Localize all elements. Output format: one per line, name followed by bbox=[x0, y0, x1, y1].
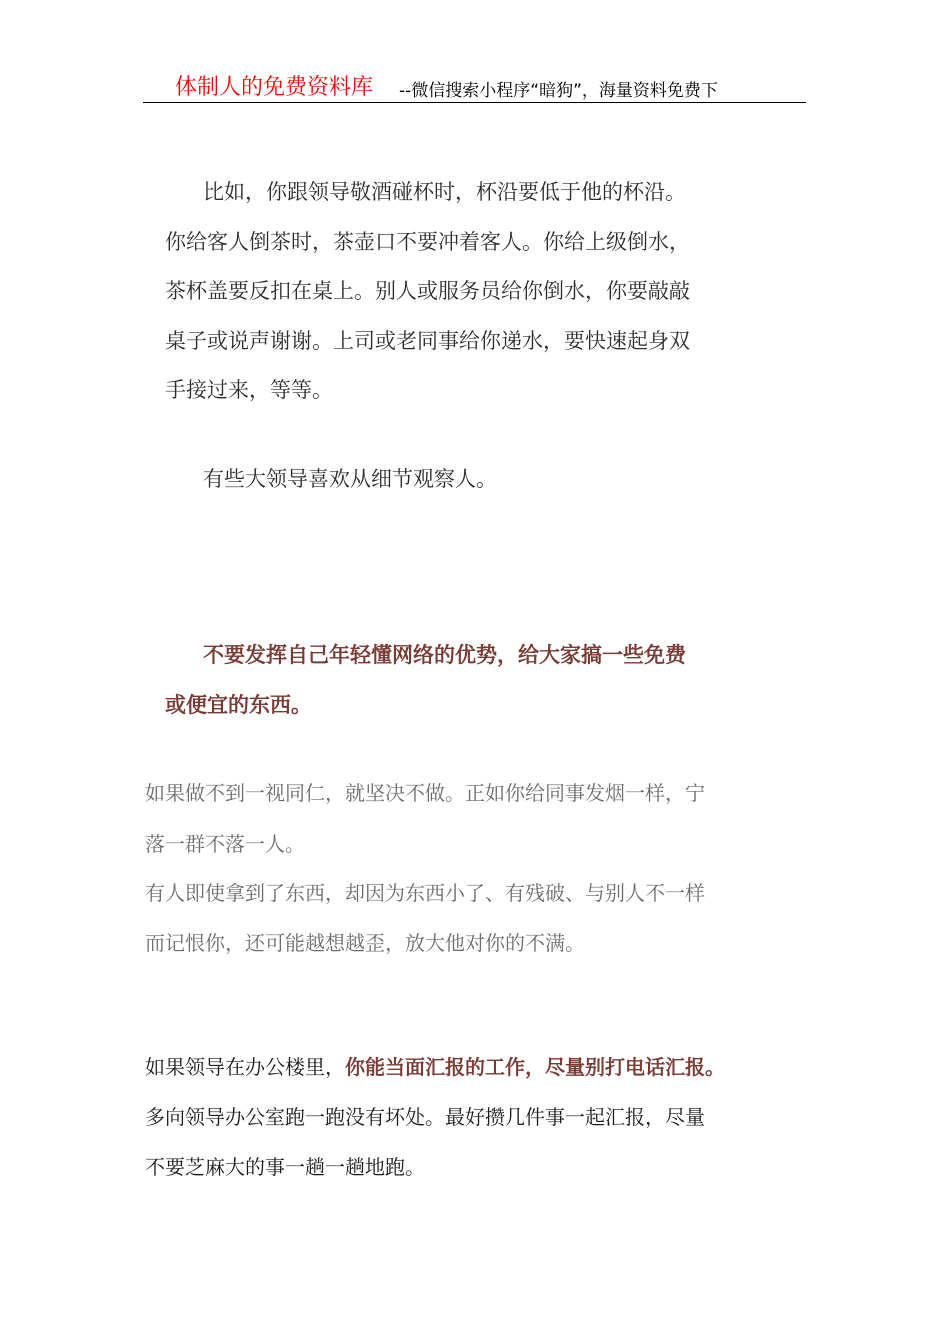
paragraph-line: 有些大领导喜欢从细节观察人。 bbox=[203, 467, 497, 491]
body-lead: 如果领导在办公楼里， bbox=[145, 1055, 345, 1079]
paragraph-line: 茶杯盖要反扣在桌上。别人或服务员给你倒水，你要敲敲 bbox=[165, 279, 690, 303]
body-line: 有人即使拿到了东西，却因为东西小了、有残破、与别人不一样 bbox=[145, 881, 705, 905]
body-line-with-highlight bbox=[145, 1051, 725, 1080]
header-brand: 体制人的免费资料库 bbox=[175, 75, 374, 100]
section-heading: 或便宜的东西。 bbox=[165, 693, 312, 717]
body-line: 落一群不落一人。 bbox=[145, 832, 305, 856]
paragraph-line: 你给客人倒茶时，茶壶口不要冲着客人。你给上级倒水， bbox=[165, 230, 690, 254]
body-line: 不要芝麻大的事一趟一趟地跑。 bbox=[145, 1155, 425, 1179]
body-line: 多向领导办公室跑一跑没有坏处。最好攒几件事一起汇报，尽量 bbox=[145, 1105, 705, 1129]
body-line: 如果做不到一视同仁，就坚决不做。正如你给同事发烟一样，宁 bbox=[145, 781, 705, 805]
paragraph-line: 桌子或说声谢谢。上司或老同事给你递水，要快速起身双 bbox=[165, 329, 690, 353]
paragraph-line: 手接过来，等等。 bbox=[165, 378, 333, 402]
highlight-text: 你能当面汇报的工作，尽量别打电话汇报。 bbox=[345, 1055, 725, 1079]
page-header bbox=[143, 68, 806, 103]
body-line: 而记恨你，还可能越想越歪，放大他对你的不满。 bbox=[145, 931, 585, 955]
header-tagline: --微信搜索小程序“暗狗”，海量资料免费下 bbox=[399, 81, 718, 101]
section-heading: 不要发挥自己年轻懂网络的优势，给大家搞一些免费 bbox=[203, 643, 686, 667]
paragraph-line: 比如，你跟领导敬酒碰杯时，杯沿要低于他的杯沿。 bbox=[203, 180, 686, 204]
